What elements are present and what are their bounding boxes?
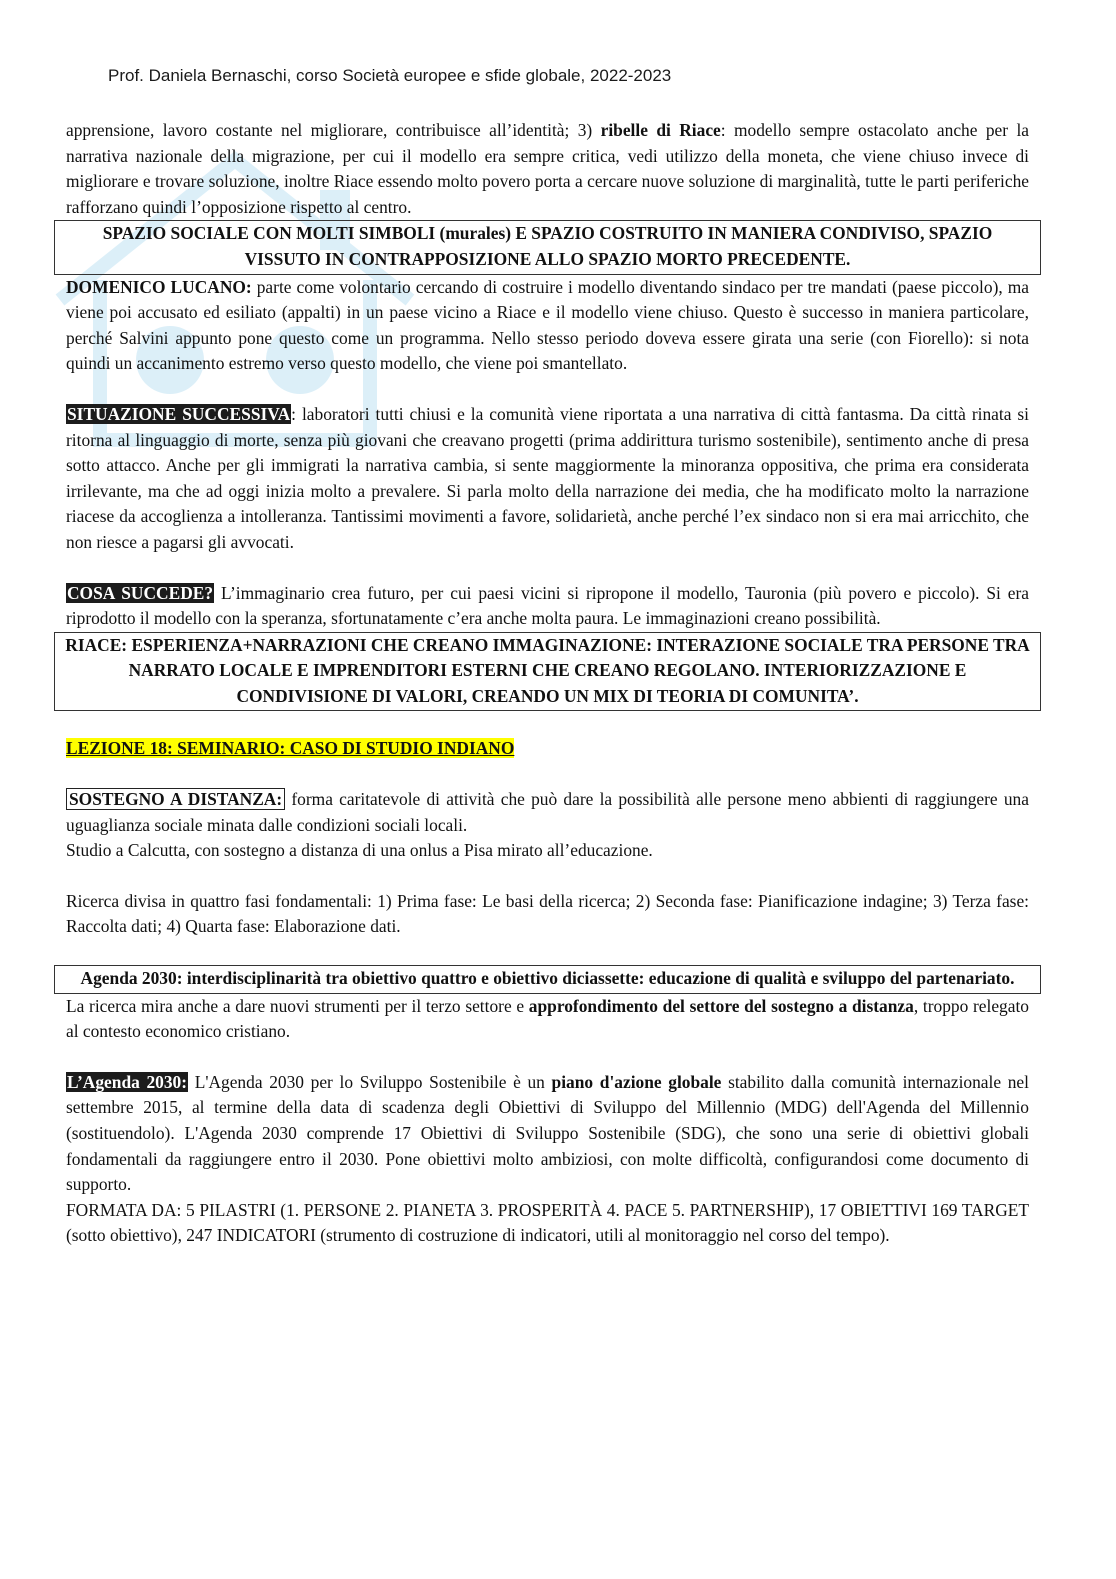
section-label-highlighted: COSA SUCCEDE? [67, 582, 214, 603]
paragraph-text: : laboratori tutti chiusi e la comunità viene riportata a una narrativa di città fantasma. Da città rinata si ritorna al linguaggio di morte, senza più giovani che creavano progetti (prima addirittura turismo sostenibile), sentimento anche di presa sotto attacco. Anche per gli immigrati la narrativa cambia, si sente maggiormente la minoranza oppositiva, che prima era considerata irrilevante, ma che ad oggi inizia molto a prevalere. Si parla molto della narrazione dei media, che ha modificato molto la narrazione riacese da accoglienza a intolleranza. Tantissimi movimenti a favore, solidarietà, anche perché l’ex sindaco non si era mai arricchito, che non riesce a pagarsi gli avvocati. [66, 403, 1029, 552]
paragraph-text: parte come volontario cercando di costruire i modello diventando sindaco per tre mandati (paese piccolo), ma viene poi accusato ed esiliato (appalti) in un paese vicino a Riace e il modello viene chiuso. Questo è successo in maniera particolare, perché Salvini appunto pone questo come un programma. Nello stesso periodo doveva essere girata una serie (con Fiorello): si nota quindi un accanimento estremo verso questo modello, che viene poi smantellato. [66, 276, 1029, 374]
paragraph-agenda-2030 [66, 1070, 1029, 1198]
paragraph-text: stabilito dalla comunità internazionale nel settembre 2015, al termine della data di scadenza degli Obiettivi di Sviluppo del Millennio (MDG) dell'Agenda del Millennio (sostituendolo). L'Agenda 2030 comprende 17 Obiettivi di Sviluppo Sostenibile (SDG), che sono una serie di obiettivi globali fondamentali da raggiungere entro il 2030. Pone obiettivi molto ambiziosi, con molte difficoltà, configurandosi come documento di supporto. [66, 1071, 1029, 1195]
section-label-highlighted: L’Agenda 2030: [67, 1071, 188, 1092]
section-label-highlighted: SITUAZIONE SUCCESSIVA [67, 403, 291, 424]
summary-box-spazio: SPAZIO SOCIALE CON MOLTI SIMBOLI (murales) E SPAZIO COSTRUITO IN MANIERA CONDIVISO, SPAZIO VISSUTO IN CONTRAPPOSIZIONE ALLO SPAZIO MORTO PRECEDENTE. [54, 220, 1041, 274]
summary-box-agenda: Agenda 2030: interdisciplinarità tra obiettivo quattro e obiettivo diciassette: educazione di qualità e sviluppo del partenariato. [54, 965, 1041, 994]
paragraph-riace [66, 118, 1029, 220]
paragraph-ricerca [66, 994, 1029, 1045]
paragraph-text: La ricerca mira anche a dare nuovi strumenti per il terzo settore e [66, 995, 529, 1016]
paragraph-sostegno [66, 787, 1029, 838]
paragraph-text: forma caritatevole di attività che può dare la possibilità alle persone meno abbienti di raggiungere una uguaglianza sociale minata dalle condizioni sociali locali. [66, 789, 1029, 835]
summary-box-riace: RIACE: ESPERIENZA+NARRAZIONI CHE CREANO IMMAGINAZIONE: INTERAZIONE SOCIALE TRA PERSONE TRA NARRATO LOCALE E IMPRENDITORI ESTERNI CHE CREANO REGOLANO. INTERIORIZZAZIONE E CONDIVISIONE DI VALORI, CREANDO UN MIX DI TEORIA DI COMUNITA’. [54, 632, 1041, 712]
paragraph-cosa-succede [66, 581, 1029, 632]
paragraph-text: L'Agenda 2030 per lo Sviluppo Sostenibile è un [188, 1071, 552, 1092]
page-header: Prof. Daniela Bernaschi, corso Società europee e sfide globale, 2022-2023 [108, 66, 672, 85]
paragraph-text: L’immaginario crea futuro, per cui paesi vicini si ripropone il modello, Tauronia (più povero e piccolo). Si era riprodotto il modello con la speranza, sfortunatamente c’era anche molta paura. Le immaginazioni creano possibilità. [66, 582, 1029, 629]
paragraph-calcutta: Studio a Calcutta, con sostegno a distanza di una onlus a Pisa mirato all’educazione. [66, 840, 653, 861]
paragraph-text: : modello sempre ostacolato anche per la narrativa nazionale della migrazione, per cui il modello era sempre critica, vedi utilizzo della moneta, che viene chiuso invece di migliorare e trovare soluzione, inoltre Riace essendo molto povero porta a cercare nuove soluzione di marginalità, tutte le parti periferiche rafforzano quindi l’opposizione rispetto al centro. [66, 120, 1029, 217]
bold-term: approfondimento del settore del sostegno a distanza [528, 995, 914, 1016]
paragraph-fasi: Ricerca divisa in quattro fasi fondamentali: 1) Prima fase: Le basi della ricerca; 2) Seconda fase: Pianificazione indagine; 3) Terza fase: Raccolta dati; 4) Quarta fase: Elaborazione dati. [66, 890, 1029, 937]
paragraph-text: apprensione, lavoro costante nel migliorare, contribuisce all’identità; 3) [66, 120, 601, 140]
paragraph-text: , troppo relegato al contesto economico cristiano. [66, 995, 1029, 1042]
paragraph-lucano [66, 275, 1029, 377]
lesson-title: LEZIONE 18: SEMINARIO: CASO DI STUDIO INDIANO [66, 738, 515, 759]
paragraph-situazione [66, 402, 1029, 556]
lesson-heading [66, 736, 1029, 762]
bold-term: ribelle di Riace [600, 120, 721, 140]
paragraph-formata: FORMATA DA: 5 PILASTRI (1. PERSONE 2. PIANETA 3. PROSPERITÀ 4. PACE 5. PARTNERSHIP), 17 OBIETTIVI 169 TARGET (sotto obiettivo), 247 INDICATORI (strumento di costruzione di indicatori, utili al monitoraggio nel corso del tempo). [66, 1199, 1029, 1246]
bold-term: piano d'azione globale [551, 1071, 722, 1092]
section-label: DOMENICO LUCANO: [66, 276, 252, 297]
section-label-outlined: SOSTEGNO A DISTANZA: [66, 788, 285, 810]
document-body [66, 118, 1029, 1249]
